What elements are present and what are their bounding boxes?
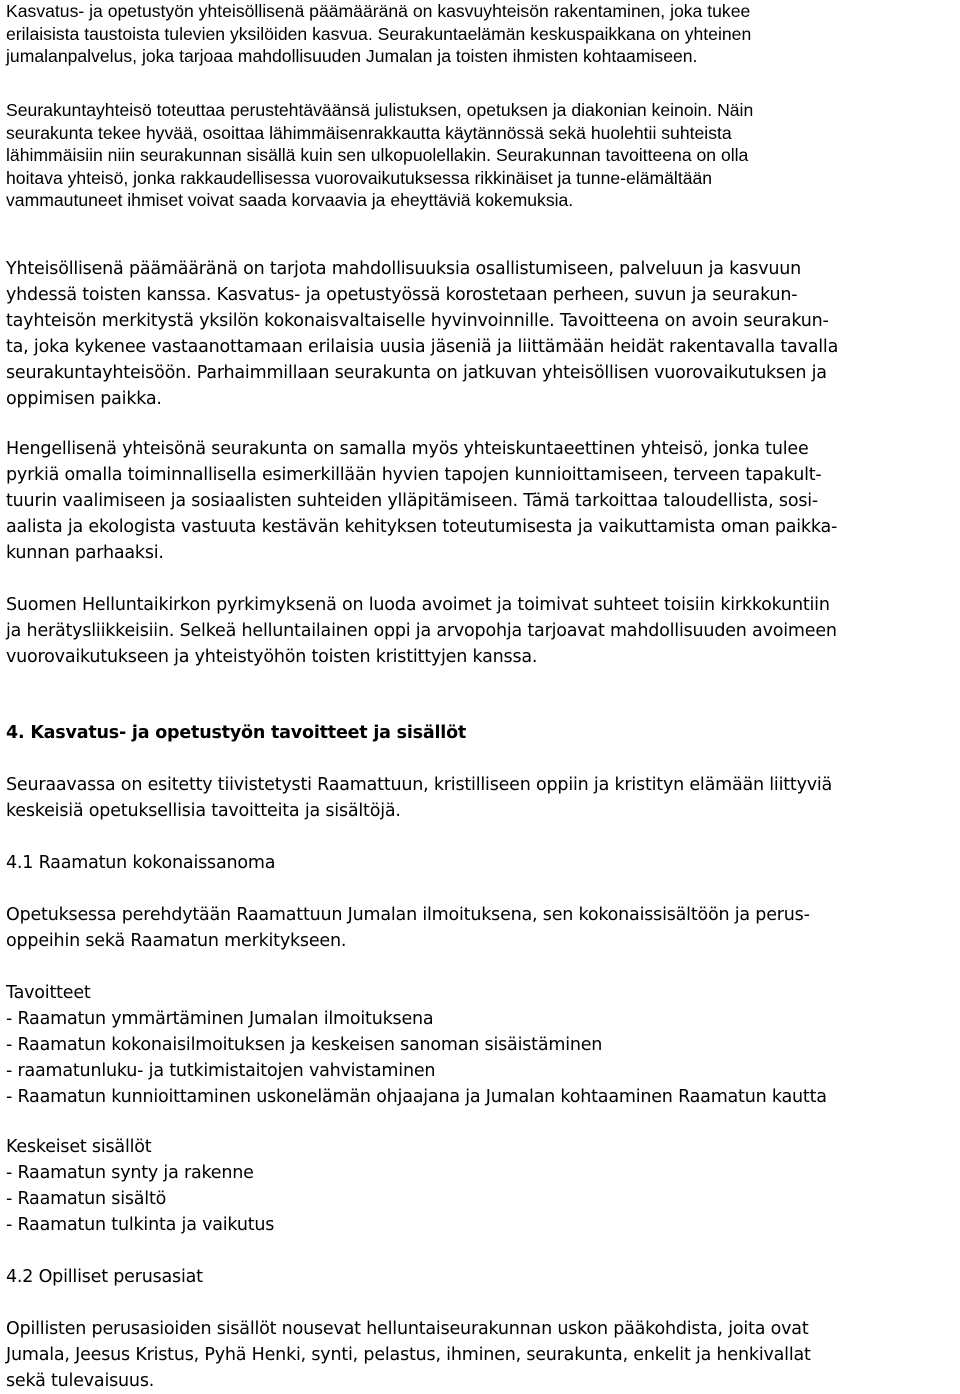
paragraph-church-relations: Suomen Helluntaikirkon pyrkimyksenä on luoda avoimet ja toimivat suhteet toisiin kirkkokuntiin ja herätysliikkeisiin. Selkeä helluntailainen oppi ja arvopohja tarjoavat mahdollisuuden avoimeen vuorovaikutukseen ja yhteistyöhön toisten kristittyjen kanssa.: [6, 595, 837, 667]
subheading-doctrine: 4.2 Opilliset perusasiat: [6, 1267, 203, 1287]
document-page: [6, 0, 952, 1391]
paragraph-section-intro: Seuraavassa on esitetty tiivistetysti Raamattuun, kristilliseen oppiin ja kristityn elämään liittyviä keskeisiä opetuksellisia tavoitteita ja sisältöjä.: [6, 775, 833, 821]
paragraph-doctrine: Opillisten perusasioiden sisällöt nousevat helluntaiseurakunnan uskon pääkohdista, joita ovat Jumala, Jeesus Kristus, Pyhä Henki, synti, pelastus, ihminen, seurakunta, enkelit ja henkivallat sekä tulevaisuus.: [6, 1319, 811, 1391]
section-heading: 4. Kasvatus- ja opetustyön tavoitteet ja sisällöt: [6, 723, 467, 743]
paragraph-congregation-tasks: Seurakuntayhteisö toteuttaa perustehtäväänsä julistuksen, opetuksen ja diakonian keinoin. Näin seurakunta tekee hyvää, osoittaa lähimmäisenrakkautta käytännössä sekä huolehtii suhteista lähimmäisiin niin seurakunnan sisällä kuin sen ulkopuolellakin. Seurakunnan tavoitteena on olla hoitava yhteisö, jonka rakkaudellisessa vuorovaikutuksessa rikkinäiset ja tunne-elämältään vammautuneet ihmiset voivat saada korvaavia ja eheyttäviä kokemuksia.: [6, 100, 754, 210]
goals-list: Tavoitteet - Raamatun ymmärtäminen Jumalan ilmoituksena - Raamatun kokonaisilmoituksen ja keskeisen sanoman sisäistäminen - raamatunluku- ja tutkimistaitojen vahvistaminen - Raamatun kunnioittaminen uskonelämän ohjaajana ja Jumalan kohtaaminen Raamatun kautta: [6, 983, 827, 1107]
contents-list: Keskeiset sisällöt - Raamatun synty ja rakenne - Raamatun sisältö - Raamatun tulkinta ja vaikutus: [6, 1137, 275, 1235]
paragraph-spiritual-community: Hengellisenä yhteisönä seurakunta on samalla myös yhteiskuntaeettinen yhteisö, jonka tulee pyrkiä omalla toiminnallisella esimerkillään hyvien tapojen kunnioittamiseen, terveen tapakult- tuurin vaalimiseen ja sosiaalisten suhteiden ylläpitämiseen. Tämä tarkoittaa taloudellista, sosi- aalista ja ekologista vastuuta kestävän kehityksen toteutumisesta ja vaikuttamista oman paikka- kunnan parhaaksi.: [6, 439, 838, 563]
paragraph-community-goal: Yhteisöllisenä päämääränä on tarjota mahdollisuuksia osallistumiseen, palveluun ja kasvuun yhdessä toisten kanssa. Kasvatus- ja opetustyössä korostetaan perheen, suvun ja seurakun- tayhteisön merkitystä yksilön kokonaisvaltaiselle hyvinvoinnille. Tavoitteena on avoin seurakun- ta, joka kykenee vastaanottamaan erilaisia uusia jäseniä ja liittämään heidät rakentavalla tavalla seurakuntayhteisöön. Parhaimmillaan seurakunta on jatkuvan yhteisöllisen vuorovaikutuksen ja oppimisen paikka.: [6, 259, 839, 409]
subheading-bible-message: 4.1 Raamatun kokonaissanoma: [6, 853, 276, 873]
paragraph-bible-teaching: Opetuksessa perehdytään Raamattuun Jumalan ilmoituksena, sen kokonaissisältöön ja perus- oppeihin sekä Raamatun merkitykseen.: [6, 905, 810, 951]
paragraph-intro: Kasvatus- ja opetustyön yhteisöllisenä päämääränä on kasvuyhteisön rakentaminen, joka tukee erilaisista taustoista tulevien yksilöiden kasvua. Seurakuntaelämän keskuspaikkana on yhteinen jumalanpalvelus, joka tarjoaa mahdollisuuden Jumalan ja toisten ihmisten kohtaamiseen.: [6, 1, 752, 66]
